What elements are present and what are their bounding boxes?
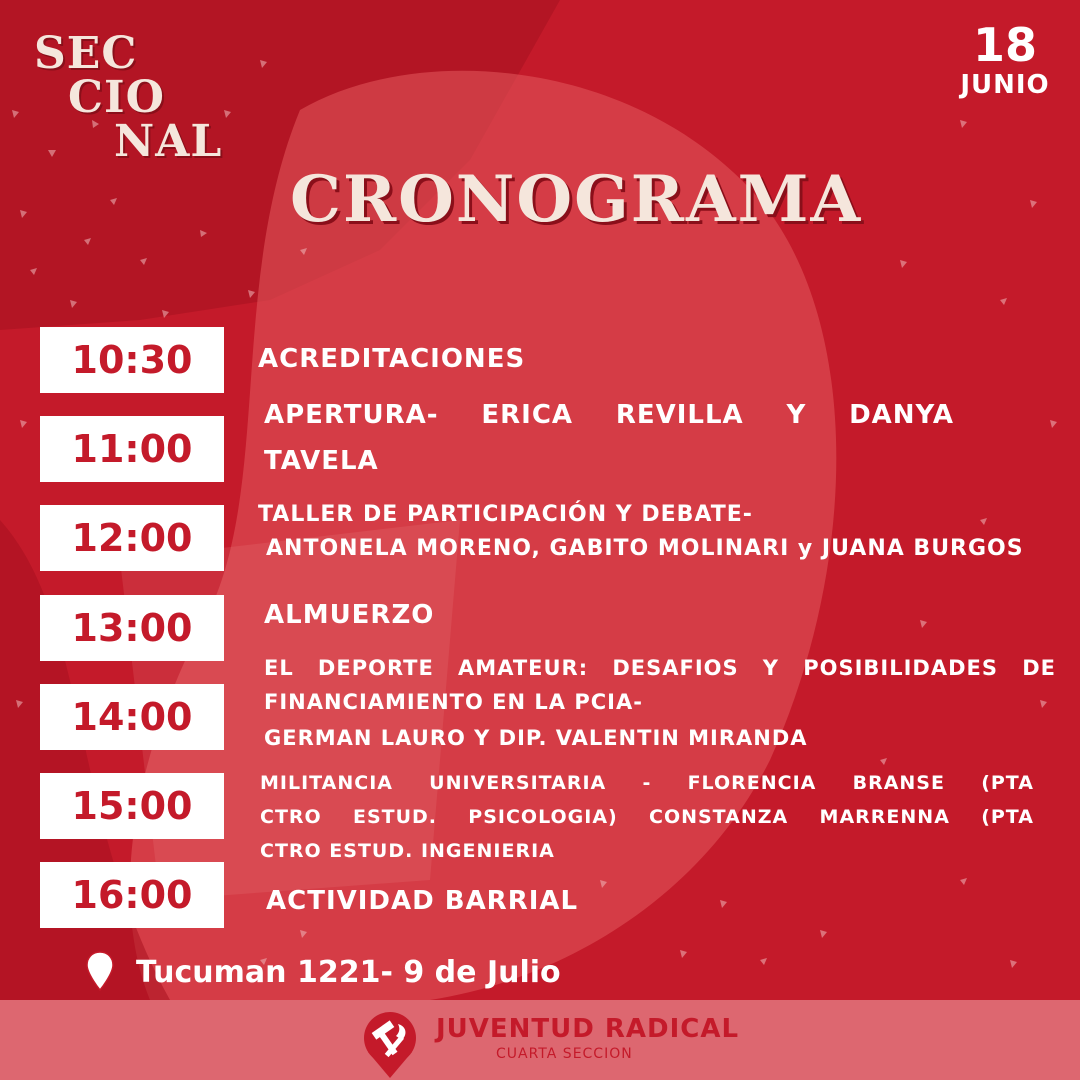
- page-title: CRONOGRAMA: [290, 162, 863, 237]
- event-title: EL DEPORTE AMATEUR: DESAFIOS Y POSIBILIDADES DE: [264, 656, 1056, 680]
- event-title: MILITANCIA UNIVERSITARIA - FLORENCIA BRANSE (PTA: [260, 772, 1034, 794]
- event-speakers: GERMAN LAURO Y DIP. VALENTIN MIRANDA: [264, 726, 808, 750]
- time-box: 14:00: [40, 684, 224, 750]
- party-logo-icon: [354, 1006, 426, 1078]
- date-day: 18: [972, 18, 1037, 72]
- event-title: ALMUERZO: [264, 600, 435, 630]
- time-box: 12:00: [40, 505, 224, 571]
- event-title: ACREDITACIONES: [258, 344, 526, 374]
- time-box: 16:00: [40, 862, 224, 928]
- event-title: CTRO ESTUD. INGENIERIA: [260, 840, 555, 862]
- seccional-line: CIO: [68, 72, 165, 123]
- org-subtitle: CUARTA SECCION: [496, 1046, 633, 1062]
- map-pin-icon: [84, 950, 116, 992]
- event-speakers: ANTONELA MORENO, GABITO MOLINARI y JUANA BURGOS: [266, 536, 1024, 561]
- org-name: JUVENTUD RADICAL: [436, 1014, 740, 1044]
- time-box: 11:00: [40, 416, 224, 482]
- event-title: TALLER DE PARTICIPACIÓN Y DEBATE-: [258, 502, 753, 527]
- event-title: CTRO ESTUD. PSICOLOGIA) CONSTANZA MARRENNA (PTA: [260, 806, 1034, 828]
- seccional-logo-text: [34, 28, 223, 167]
- seccional-line: NAL: [114, 116, 223, 167]
- time-box: 10:30: [40, 327, 224, 393]
- seccional-line: SEC: [34, 28, 138, 79]
- time-box: 15:00: [40, 773, 224, 839]
- time-box: 13:00: [40, 595, 224, 661]
- event-title: APERTURA- ERICA REVILLA Y DANYA: [264, 400, 954, 430]
- event-title: TAVELA: [264, 446, 379, 476]
- event-location: Tucuman 1221- 9 de Julio: [136, 955, 561, 990]
- event-title: ACTIVIDAD BARRIAL: [266, 886, 579, 916]
- date-month: JUNIO: [960, 70, 1050, 100]
- event-title: FINANCIAMIENTO EN LA PCIA-: [264, 690, 643, 714]
